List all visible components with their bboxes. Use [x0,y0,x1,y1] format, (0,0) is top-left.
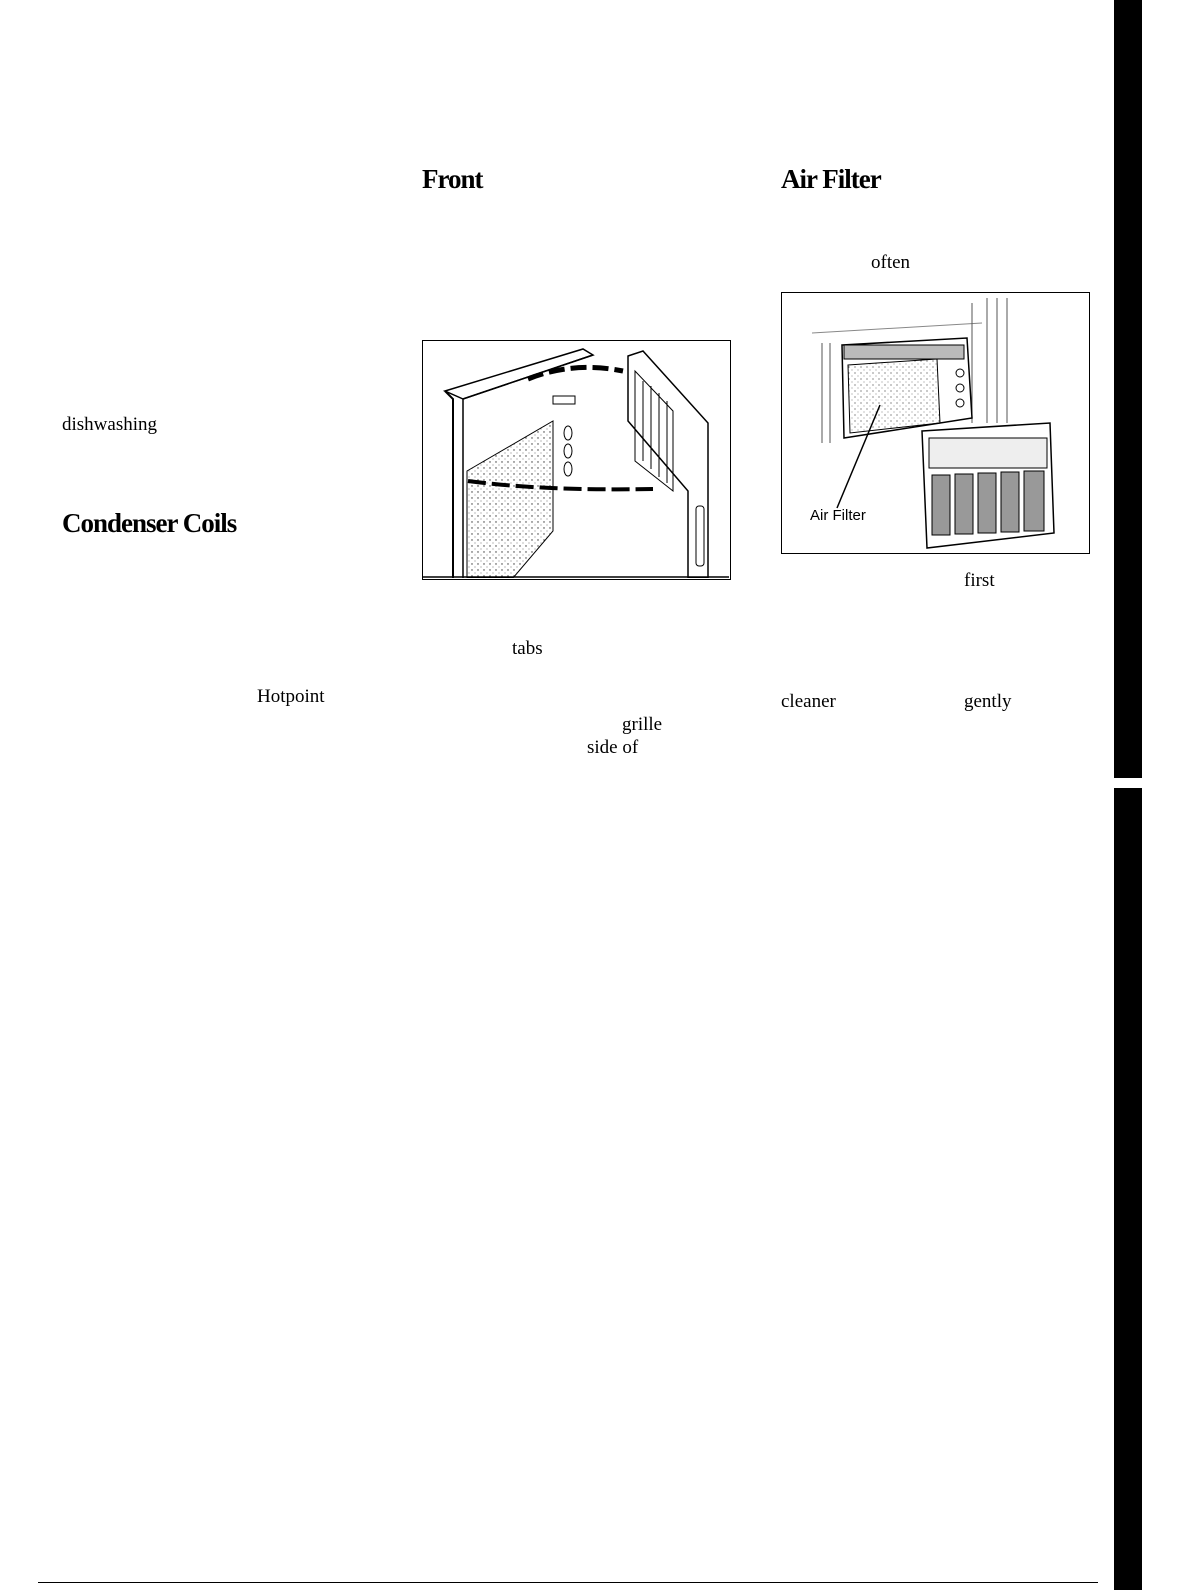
air-filter-caption: Air Filter [810,507,866,524]
figure-air-filter [781,292,1090,554]
text-tabs: tabs [512,638,543,659]
heading-front: Front [422,164,483,194]
text-cleaner: cleaner [781,691,836,712]
heading-air-filter: Air Filter [781,164,881,194]
text-dishwashing: dishwashing [62,414,157,435]
text-first: first [964,570,995,591]
text-gently: gently [964,691,1012,712]
text-often: often [871,252,911,273]
text-side-of: side of [587,737,639,758]
edge-tab-top [1114,0,1142,778]
heading-condenser-coils: Condenser Coils [62,508,237,538]
figure-front-grille [422,340,731,580]
text-grille: grille [622,714,663,735]
front-grille-illustration [423,341,729,578]
edge-tab-bottom [1114,788,1142,1590]
bottom-rule [38,1582,1098,1583]
text-hotpoint: Hotpoint [257,686,325,707]
